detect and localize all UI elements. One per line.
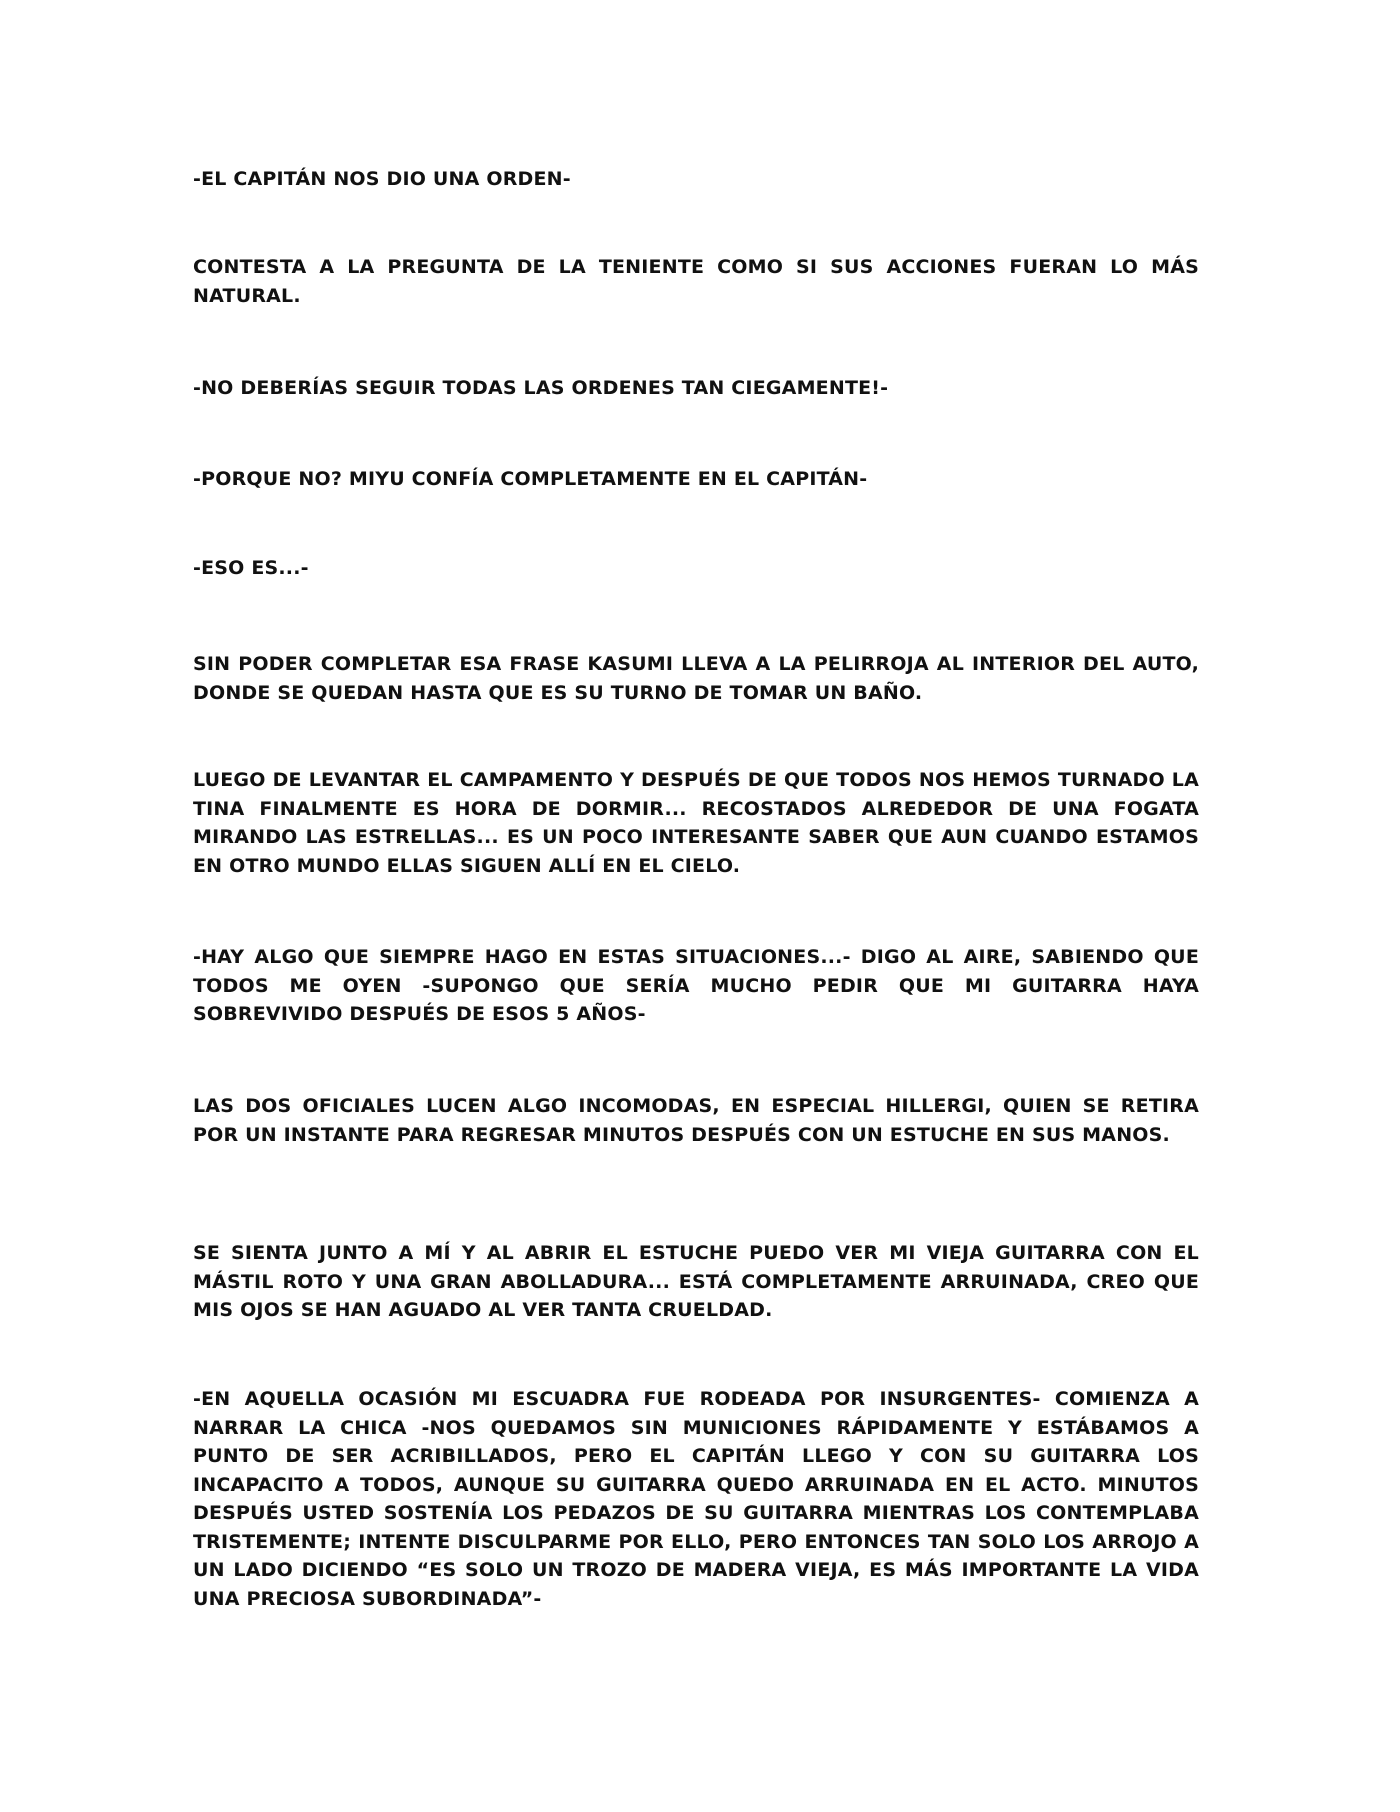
paragraph-2: CONTESTA A LA PREGUNTA DE LA TENIENTE COMO SI SUS ACCIONES FUERAN LO MÁS NATURAL. xyxy=(193,256,1199,307)
paragraph-3: -NO DEBERÍAS SEGUIR TODAS LAS ORDENES TAN CIEGAMENTE!- xyxy=(193,377,889,399)
paragraph-8: -HAY ALGO QUE SIEMPRE HAGO EN ESTAS SITUACIONES...- DIGO AL AIRE, SABIENDO QUE TODOS ME OYEN -SUPONGO QUE SERÍA MUCHO PEDIR QUE MI GUITARRA HAYA SOBREVIVIDO DESPUÉS DE ESOS 5 AÑOS- xyxy=(193,946,1199,1025)
paragraph-1: -EL CAPITÁN NOS DIO UNA ORDEN- xyxy=(193,168,571,190)
paragraph-6: SIN PODER COMPLETAR ESA FRASE KASUMI LLEVA A LA PELIRROJA AL INTERIOR DEL AUTO, DONDE SE QUEDAN HASTA QUE ES SU TURNO DE TOMAR UN BAÑO. xyxy=(193,653,1199,704)
paragraph-10: SE SIENTA JUNTO A MÍ Y AL ABRIR EL ESTUCHE PUEDO VER MI VIEJA GUITARRA CON EL MÁSTIL ROTO Y UNA GRAN ABOLLADURA... ESTÁ COMPLETAMENTE ARRUINADA, CREO QUE MIS OJOS SE HAN AGUADO AL VER TANTA CRUELDAD. xyxy=(193,1242,1199,1321)
paragraph-4: -PORQUE NO? MIYU CONFÍA COMPLETAMENTE EN EL CAPITÁN- xyxy=(193,468,868,490)
paragraph-11: -EN AQUELLA OCASIÓN MI ESCUADRA FUE RODEADA POR INSURGENTES- COMIENZA A NARRAR LA CHICA -NOS QUEDAMOS SIN MUNICIONES RÁPIDAMENTE Y ESTÁBAMOS A PUNTO DE SER ACRIBILLADOS, PERO EL CAPITÁN LLEGO Y CON SU GUITARRA LOS INCAPACITO A TODOS, AUNQUE SU GUITARRA QUEDO ARRUINADA EN EL ACTO. MINUTOS DESPUÉS USTED SOSTENÍA LOS PEDAZOS DE SU GUITARRA MIENTRAS LOS CONTEMPLABA TRISTEMENTE; INTENTE DISCULPARME POR ELLO, PERO ENTONCES TAN SOLO LOS ARROJO A UN LADO DICIENDO “ES SOLO UN TROZO DE MADERA VIEJA, ES MÁS IMPORTANTE LA VIDA UNA PRECIOSA SUBORDINADA”- xyxy=(193,1388,1199,1610)
paragraph-7: LUEGO DE LEVANTAR EL CAMPAMENTO Y DESPUÉS DE QUE TODOS NOS HEMOS TURNADO LA TINA FINALMENTE ES HORA DE DORMIR... RECOSTADOS ALREDEDOR DE UNA FOGATA MIRANDO LAS ESTRELLAS... ES UN POCO INTERESANTE SABER QUE AUN CUANDO ESTAMOS EN OTRO MUNDO ELLAS SIGUEN ALLÍ EN EL CIELO. xyxy=(193,769,1199,877)
paragraph-5: -ESO ES...- xyxy=(193,557,309,579)
paragraph-9: LAS DOS OFICIALES LUCEN ALGO INCOMODAS, EN ESPECIAL HILLERGI, QUIEN SE RETIRA POR UN INSTANTE PARA REGRESAR MINUTOS DESPUÉS CON UN ESTUCHE EN SUS MANOS. xyxy=(193,1095,1199,1146)
